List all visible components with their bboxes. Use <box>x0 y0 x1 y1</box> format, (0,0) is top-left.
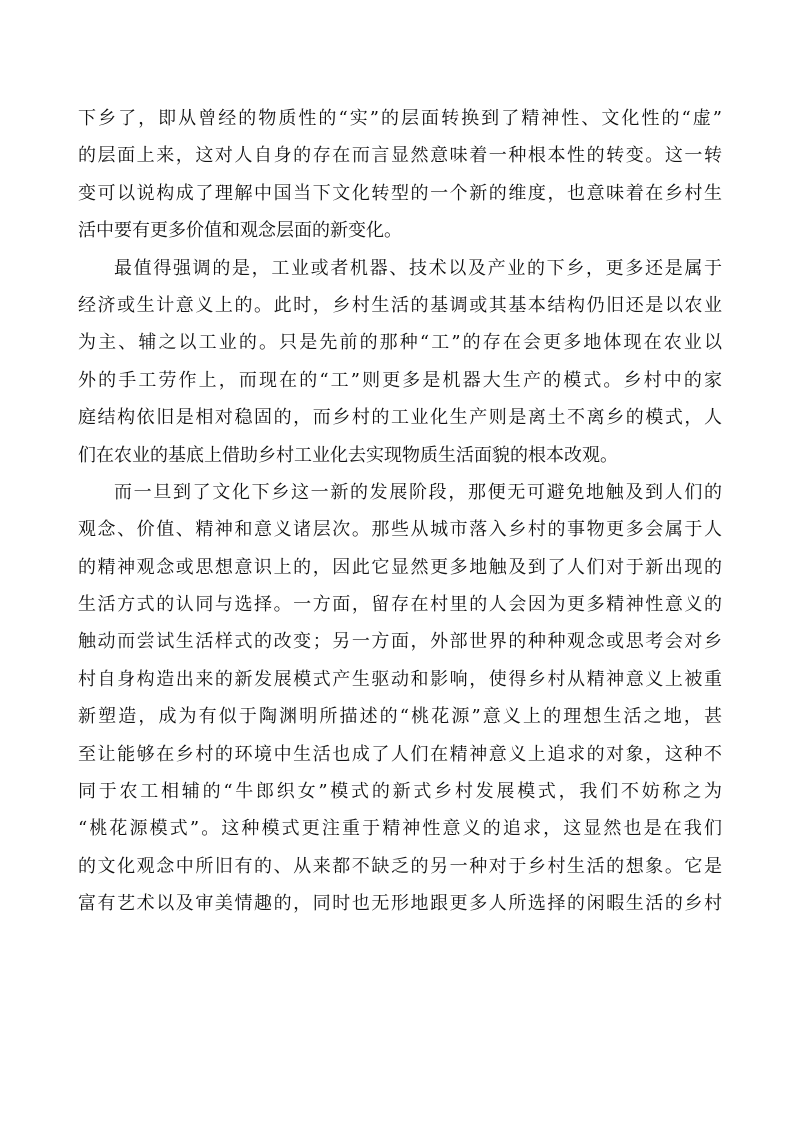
text-line: 村自身构造出来的新发展模式产生驱动和影响，使得乡村从精神意义上被重 <box>78 668 722 690</box>
document-page <box>78 100 722 923</box>
text-line: 同于农工相辅的“牛郎织女”模式的新式乡村发展模式，我们不妨称之为 <box>78 781 722 803</box>
paragraph-2 <box>78 250 722 474</box>
text-line: 庭结构依旧是相对稳固的，而乡村的工业化生产则是离土不离乡的模式，人 <box>78 407 722 429</box>
text-line: 触动而尝试生活样式的改变；另一方面，外部世界的种种观念或思考会对乡 <box>78 631 722 653</box>
text-line: 至让能够在乡村的环境中生活也成了人们在精神意义上追求的对象，这种不 <box>78 743 722 765</box>
text-line: 下乡了，即从曾经的物质性的“实”的层面转换到了精神性、文化性的“虚” <box>78 108 722 129</box>
text-line: 富有艺术以及审美情趣的，同时也无形地跟更多人所选择的闲暇生活的乡村 <box>78 893 722 915</box>
text-line: 生活方式的认同与选择。一方面，留存在村里的人会因为更多精神性意义的 <box>78 594 722 616</box>
text-line: 外的手工劳作上，而现在的“工”则更多是机器大生产的模式。乡村中的家 <box>78 369 722 391</box>
text-line: 最值得强调的是，工业或者机器、技术以及产业的下乡，更多还是属于 <box>114 257 722 279</box>
text-line: 们在农业的基底上借助乡村工业化去实现物质生活面貌的根本改观。 <box>78 444 618 466</box>
text-line: 活中要有更多价值和观念层面的新变化。 <box>78 220 402 242</box>
text-line: 的精神观念或思想意识上的，因此它显然更多地触及到了人们对于新出现的 <box>78 556 722 578</box>
text-line: 而一旦到了文化下乡这一新的发展阶段，那便无可避免地触及到人们的 <box>114 481 722 503</box>
paragraph-1 <box>78 100 722 250</box>
text-line: 为主、辅之以工业的。只是先前的那种“工”的存在会更多地体现在农业以 <box>78 332 722 354</box>
text-line: 的层面上来，这对人自身的存在而言显然意味着一种根本性的转变。这一转 <box>78 145 722 167</box>
text-line: 新塑造，成为有似于陶渊明所描述的“桃花源”意义上的理想生活之地，甚 <box>78 706 722 728</box>
text-line: 的文化观念中所旧有的、从来都不缺乏的另一种对于乡村生活的想象。它是 <box>78 855 722 877</box>
text-line: 变可以说构成了理解中国当下文化转型的一个新的维度，也意味着在乡村生 <box>78 182 722 204</box>
text-line: 经济或生计意义上的。此时，乡村生活的基调或其基本结构仍旧还是以农业 <box>78 294 722 316</box>
paragraph-3 <box>78 474 722 923</box>
text-line: 观念、价值、精神和意义诸层次。那些从城市落入乡村的事物更多会属于人 <box>78 519 722 541</box>
text-line: “桃花源模式”。这种模式更注重于精神性意义的追求，这显然也是在我们 <box>78 818 722 840</box>
